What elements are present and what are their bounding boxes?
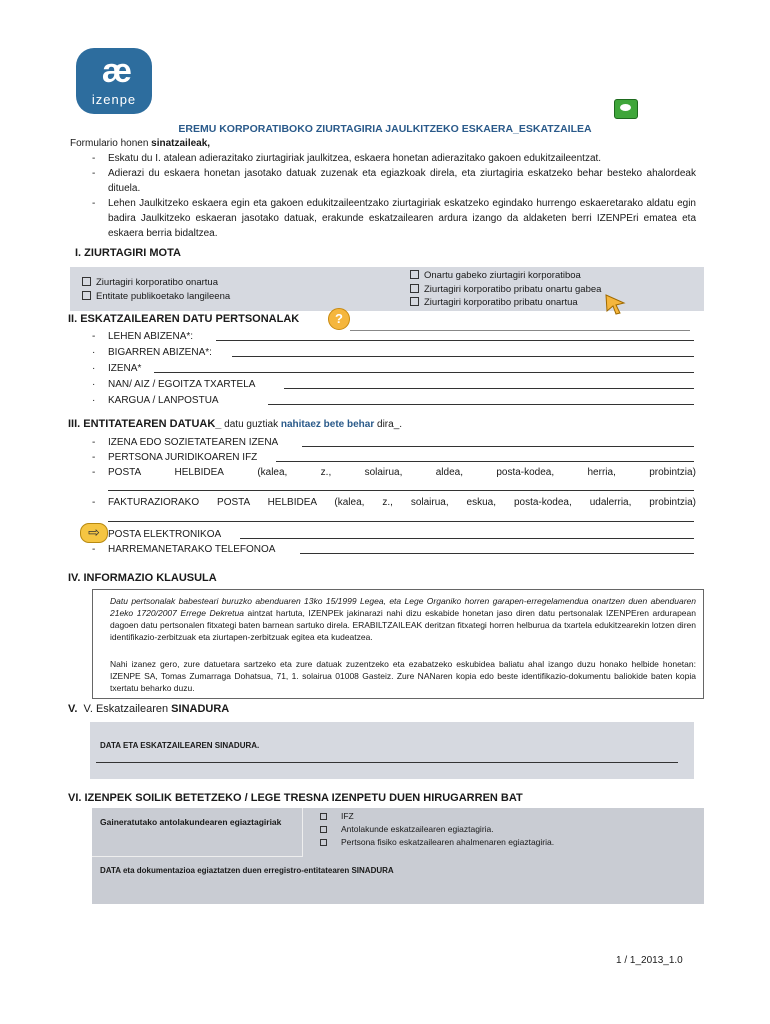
field-marker: - [92, 497, 96, 508]
intro-item-2: Adierazi du eskaera honetan jasotako datuak zuzenak eta egiazkoak direla, eta ziurtagiria eskatzeko behar besteko ahalordeak dituela. [108, 168, 696, 194]
signature-box-label: DATA ETA ESKATZAILEAREN SINADURA. [100, 741, 260, 750]
address-word: (kalea, [257, 467, 288, 478]
izenpe-logo [76, 48, 152, 114]
field-legal-entity-nif-input[interactable] [276, 461, 694, 462]
checkbox[interactable] [82, 277, 91, 286]
info-clause-rest: aintzat hartuta, IZENPEk jakinarazi nahi dizu eskabide honetan jaso diren datu pertsonalak IZENPEren ardurapean dagoen datu pertsonalen fitxategi baten barnean sartuko direla. ERABILTZAILEAK deritzan fitxategi horren helburua da txartela edukitzearekin lotzen diren identifikazio-zerbitzuak eta ziurtapen-zerbitzuak egitea eta kudeatzea. [110, 608, 696, 642]
intro-dash-3: - [92, 198, 96, 209]
checkbox[interactable] [320, 839, 327, 846]
address-word: HELBIDEA [174, 467, 224, 478]
checkbox[interactable] [410, 297, 419, 306]
address-word: aldea, [435, 467, 463, 478]
intro-item-3: Lehen Jaulkitzeko eskaera egin eta gakoen edukitzaileentzako ziurtagiriak eskatzeko egindako hurrengo eskaeretarako aldatu egin badira Jaulkitzeko eskaeran jasotako datuak, erakunde eskatzailearen ardura izango da aldaketen berri IZENPEri ematea eta eskaera berria bidaltzea. [108, 198, 696, 239]
intro-item-1: Eskatu du I. atalean adierazitako ziurtagiriak jaulkitzea, eskaera honetan adierazitako gakoen edukitzaileentzat. [108, 153, 602, 164]
address-word: probintzia) [649, 467, 696, 478]
field-marker: - [92, 467, 96, 478]
option-organization-proof[interactable] [320, 823, 554, 836]
option-person-capacity-proof[interactable] [320, 836, 554, 849]
option-label: Ziurtagiri korporatibo pribatu onartua [424, 297, 578, 308]
info-clause-italic: Datu pertsonalak babesteari buruzko abenduaren 13ko 15/1999 Legea, eta Lege Organiko horren garapen-erregelamendua onartzen duen abenduaren 21eko 1720/2007 Errege Dekretua [110, 596, 696, 618]
option-corporate-qualified[interactable] [82, 276, 230, 290]
section-3-heading [68, 418, 402, 430]
section-3-heading-mid: datu guztiak [221, 419, 281, 430]
logo-symbol: æ [101, 52, 127, 90]
section-3-heading-bold: III. ENTITATEAREN DATUAK_ [68, 418, 222, 430]
field-postal-address-input[interactable] [108, 490, 694, 491]
section-4-heading: IV. INFORMAZIO KLAUSULA [68, 572, 217, 584]
section-1-right-options [410, 269, 601, 310]
info-clause-p1 [110, 595, 696, 643]
field-marker: · [92, 379, 96, 390]
section-3-heading-highlight: nahitaez bete behar [280, 419, 375, 430]
izenpe-left-label: Gaineratutako antolakundearen egiaztagiriak [100, 817, 282, 827]
field-marker: · [92, 363, 96, 374]
checkbox[interactable] [320, 813, 327, 820]
section-3-heading-post: dira_. [374, 419, 403, 430]
field-first-surname-input[interactable] [216, 340, 694, 341]
option-label: Ziurtagiri korporatibo onartua [96, 277, 218, 288]
checkbox[interactable] [410, 284, 419, 293]
logo-name: izenpe [91, 92, 137, 107]
address-word: solairua, [364, 467, 403, 478]
checkbox[interactable] [82, 291, 91, 300]
intro-lead [70, 136, 210, 151]
option-label: IFZ [341, 811, 354, 821]
field-email-input[interactable] [240, 538, 694, 539]
option-label: Entitate publikoetako langileena [96, 291, 231, 302]
pointer-cursor-icon [604, 293, 628, 315]
field-position-label: KARGUA / LANPOSTUA [108, 395, 219, 406]
section-2-heading: II. ESKATZAILEAREN DATU PERTSONALAK [68, 313, 300, 325]
info-clause-p2: Nahi izanez gero, zure datuetara sartzeko eta zure datuak zuzentzeko eta ezabatzeko eskubidea baliatu ahal izango duzu honako helbide honetan: IZENPE SA, Tomas Zumarraga Dohatsua, 71, 1. solairua 01008 Gasteiz. Zure NANaren kopia edo beste identifikazio-dokumentu baliokide baten kopia txertatu beharko duzu. [110, 659, 696, 693]
section-1-heading: I. ZIURTAGIRI MOTA [75, 247, 181, 259]
field-phone-label: HARREMANETARAKO TELEFONOA [108, 544, 276, 555]
field-billing-address-input[interactable] [108, 521, 694, 522]
help-icon[interactable]: ? [328, 308, 350, 330]
comment-icon[interactable] [614, 99, 638, 119]
option-private-unqualified[interactable] [410, 283, 601, 297]
field-name-input[interactable] [154, 372, 694, 373]
field-billing-address-label: FAKTURAZIORAKO POSTA HELBIDEA (kalea, z., solairua, eskua, posta-kodea, udalerria, probintzia) [108, 497, 696, 508]
field-marker: - [92, 452, 96, 463]
intro-lead-bold: sinatzaileak, [151, 138, 211, 149]
address-word: herria, [587, 467, 616, 478]
field-marker: · [92, 347, 96, 358]
option-label: Antolakunde eskatzailearen egiaztagiria. [341, 824, 494, 834]
intro-lead-text: Formulario honen [70, 138, 152, 149]
field-marker: - [92, 544, 96, 555]
field-phone-input[interactable] [300, 553, 694, 554]
section-5-heading-bold: SINADURA [171, 703, 230, 715]
address-word: POSTA [108, 467, 142, 478]
section-5-heading: V. V. Eskatzailearen SINADURA [68, 703, 230, 715]
field-company-name-label: IZENA EDO SOZIETATEAREN IZENA [108, 437, 279, 448]
field-second-surname-input[interactable] [232, 356, 694, 357]
option-unqualified-corporate[interactable] [410, 269, 601, 283]
intro-dash-1: - [92, 153, 96, 164]
field-name-label: IZENA* [108, 363, 142, 374]
section-5-heading-text: V. Eskatzailearen [83, 703, 172, 715]
field-postal-address-label [108, 465, 696, 480]
option-label: Pertsona fisiko eskatzailearen ahalmenaren egiaztagiria. [341, 837, 555, 847]
option-public-staff[interactable] [82, 290, 230, 304]
section-1-left-options [82, 276, 230, 304]
field-email-label: POSTA ELEKTRONIKOA [108, 529, 222, 540]
option-private-qualified[interactable] [410, 296, 601, 310]
arrow-right-icon: ⇨ [80, 523, 108, 543]
address-word: z., [320, 467, 332, 478]
field-second-surname-label: BIGARREN ABIZENA*: [108, 347, 212, 358]
field-first-surname-label: LEHEN ABIZENA*: [108, 331, 194, 342]
address-word: posta-kodea, [496, 467, 555, 478]
izenpe-box-label: DATA eta dokumentazioa egiaztatzen duen erregistro-entitatearen SINADURA [100, 866, 394, 875]
intro-dash-2: - [92, 168, 96, 179]
page-title: EREMU KORPORATIBOKO ZIURTAGIRIA JAULKITZEKO ESKAERA_ESKATZAILEA [178, 123, 592, 135]
field-legal-entity-nif-label: PERTSONA JURIDIKOAREN IFZ [108, 452, 258, 463]
section-2-rule [350, 330, 690, 331]
field-position-input[interactable] [268, 404, 694, 405]
option-label: Onartu gabeko ziurtagiri korporatiboa [424, 270, 581, 281]
checkbox[interactable] [320, 826, 327, 833]
option-label: Ziurtagiri korporatibo pribatu onartu gabea [424, 283, 602, 295]
field-company-name-input[interactable] [302, 446, 694, 447]
signature-box[interactable] [90, 722, 694, 779]
section-6-heading: VI. IZENPEK SOILIK BETETZEKO / LEGE TRESNA IZENPETU DUEN HIRUGARREN BAT [68, 792, 523, 804]
izenpe-options [320, 810, 554, 849]
option-ifz[interactable] [320, 810, 554, 823]
field-marker: · [92, 395, 96, 406]
field-marker: - [92, 437, 96, 448]
field-id-card-input[interactable] [284, 388, 694, 389]
checkbox[interactable] [410, 270, 419, 279]
page-number: 1 / 1_2013_1.0 [616, 955, 683, 966]
signature-line [96, 762, 678, 763]
field-marker: - [92, 331, 96, 342]
field-id-card-label: NAN/ AIZ / EGOITZA TXARTELA [108, 379, 256, 390]
